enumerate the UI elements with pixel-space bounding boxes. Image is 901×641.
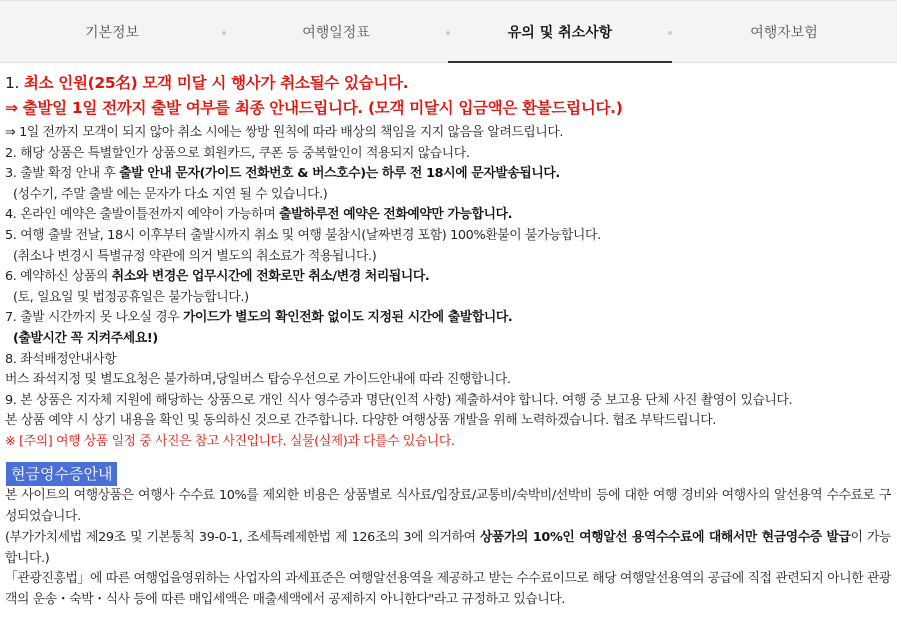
notice-line bbox=[5, 329, 895, 350]
notice-text: 최소 인원(25名) 모객 미달 시 행사가 취소될수 있습니다. bbox=[23, 74, 409, 92]
cash-receipt-paragraph-2 bbox=[5, 528, 891, 569]
notice-text: 3. 출발 확정 안내 후 bbox=[5, 166, 120, 182]
paragraph-emphasis: 상품가의 10%인 여행알선 용역수수료에 대해서만 현금영수증 발급 bbox=[480, 530, 851, 545]
notice-emphasis: 출발하루전 예약은 전화예약만 가능합니다. bbox=[279, 207, 513, 223]
notice-line bbox=[5, 164, 895, 185]
cash-receipt-paragraph-3: 「관광진흥법」에 따른 여행업을영위하는 사업자의 과세표준은 여행알선용역을 제공하고 받는 수수료이므로 해당 여행알선용역의 공급에 직접 관련되지 아니한 관광객의 운송・숙박・식사 등에 따른 매입세액은 매출세액에서 공제하지 아니한다"라고 규정하고 있습니다. bbox=[5, 571, 891, 607]
paragraph-text: 이 가능합니다.) bbox=[5, 530, 891, 566]
notice-emphasis: (출발시간 꼭 지켜주세요!) bbox=[13, 330, 158, 346]
notice-line: 버스 좌석지정 및 별도요청은 불가하며,당일버스 탑승우선으로 가이드안내에 따라 진행합니다. bbox=[5, 372, 511, 388]
tab-notice-cancellation[interactable]: 유의 및 취소사항 bbox=[448, 0, 672, 63]
item-number: 1. bbox=[5, 74, 24, 92]
tab-basic-info[interactable]: 기본정보 bbox=[84, 24, 140, 41]
tab-travel-insurance[interactable]: 여행자보험 bbox=[750, 24, 818, 41]
notice-text: 4. 온라인 예약은 출발이틀전까지 예약이 가능하며 bbox=[5, 207, 280, 223]
notice-line: (성수기, 주말 출발 에는 문자가 다소 지연 될 수 있습니다.) bbox=[13, 186, 328, 202]
notice-line: 5. 여행 출발 전날, 18시 이후부터 출발시까지 취소 및 여행 불참시(날짜변경 포함) 100%환불이 불가능합니다. bbox=[5, 227, 601, 243]
notice-line: 본 상품 예약 시 상기 내용을 확인 및 동의하신 것으로 간주합니다. 다양한 여행상품 개발을 위해 노력하겠습니다. 협조 부탁드립니다. bbox=[5, 413, 716, 429]
notice-emphasis: 가이드가 별도의 확인전화 없이도 지정된 시간에 출발합니다. bbox=[182, 310, 513, 326]
tab-separator-dot bbox=[446, 31, 450, 35]
notice-content bbox=[5, 71, 895, 453]
notice-line: 2. 해당 상품은 특별할인가 상품으로 회원카드, 쿠폰 등 중복할인이 적용되지 않습니다. bbox=[5, 145, 470, 161]
min-participants-notice bbox=[5, 71, 895, 96]
cash-receipt-title: 현금영수증안내 bbox=[6, 462, 117, 486]
notice-text: 6. 예약하신 상품의 bbox=[5, 269, 112, 285]
tab-separator-dot bbox=[222, 31, 226, 35]
notice-line bbox=[5, 267, 895, 288]
notice-line bbox=[5, 205, 895, 226]
departure-confirm-notice: ⇒ 출발일 1일 전까지 출발 여부를 최종 안내드립니다. (모객 미달시 입금액은 환불드립니다.) bbox=[5, 99, 623, 117]
notice-line bbox=[5, 308, 895, 329]
notice-line: 9. 본 상품은 지자체 지원에 해당하는 상품으로 개인 식사 영수증과 명단(인적 사항) 제출하셔야 합니다. 여행 중 보고용 단체 사진 촬영이 있습니다. bbox=[5, 392, 793, 408]
notice-emphasis: 취소와 변경은 업무시간에 전화로만 취소/변경 처리됩니다. bbox=[111, 269, 430, 285]
notice-emphasis: 출발 안내 문자(가이드 전화번호 & 버스호수)는 하루 전 18시에 문자발송됩니다. bbox=[119, 166, 560, 182]
cash-receipt-paragraph-1: 본 사이트의 여행상품은 여행사 수수료 10%를 제외한 비용은 상품별로 식사료/입장료/교통비/숙박비/선박비 등에 대한 여행 경비와 여행사의 알선용역 수수료로 구성되었습니다. bbox=[5, 488, 891, 524]
paragraph-text: (부가가치세법 제29조 및 기본통칙 39-0-1, 조세특례제한법 제 126조의 3에 의거하여 bbox=[5, 530, 481, 545]
notice-line: ⇒ 1일 전까지 모객이 되지 않아 취소 시에는 쌍방 원칙에 따라 배상의 책임을 지지 않음을 알려드립니다. bbox=[5, 125, 564, 140]
tab-bar bbox=[0, 0, 897, 63]
notice-line: 8. 좌석배정안내사항 bbox=[5, 351, 117, 367]
photo-disclaimer: ※ [주의] 여행 상품 일정 중 사진은 참고 사진입니다. 실물(실제)과 다를수 있습니다. bbox=[5, 433, 455, 449]
tab-separator-dot bbox=[668, 31, 672, 35]
notice-line: (토, 일요일 및 법정공휴일은 불가능합니다.) bbox=[13, 289, 249, 305]
notice-line: (취소나 변경시 특별규정 약관에 의거 별도의 취소료가 적용됩니다.) bbox=[13, 248, 377, 264]
notice-text: 7. 출발 시간까지 못 나오실 경우 bbox=[5, 310, 183, 326]
tab-itinerary[interactable]: 여행일정표 bbox=[302, 24, 370, 41]
